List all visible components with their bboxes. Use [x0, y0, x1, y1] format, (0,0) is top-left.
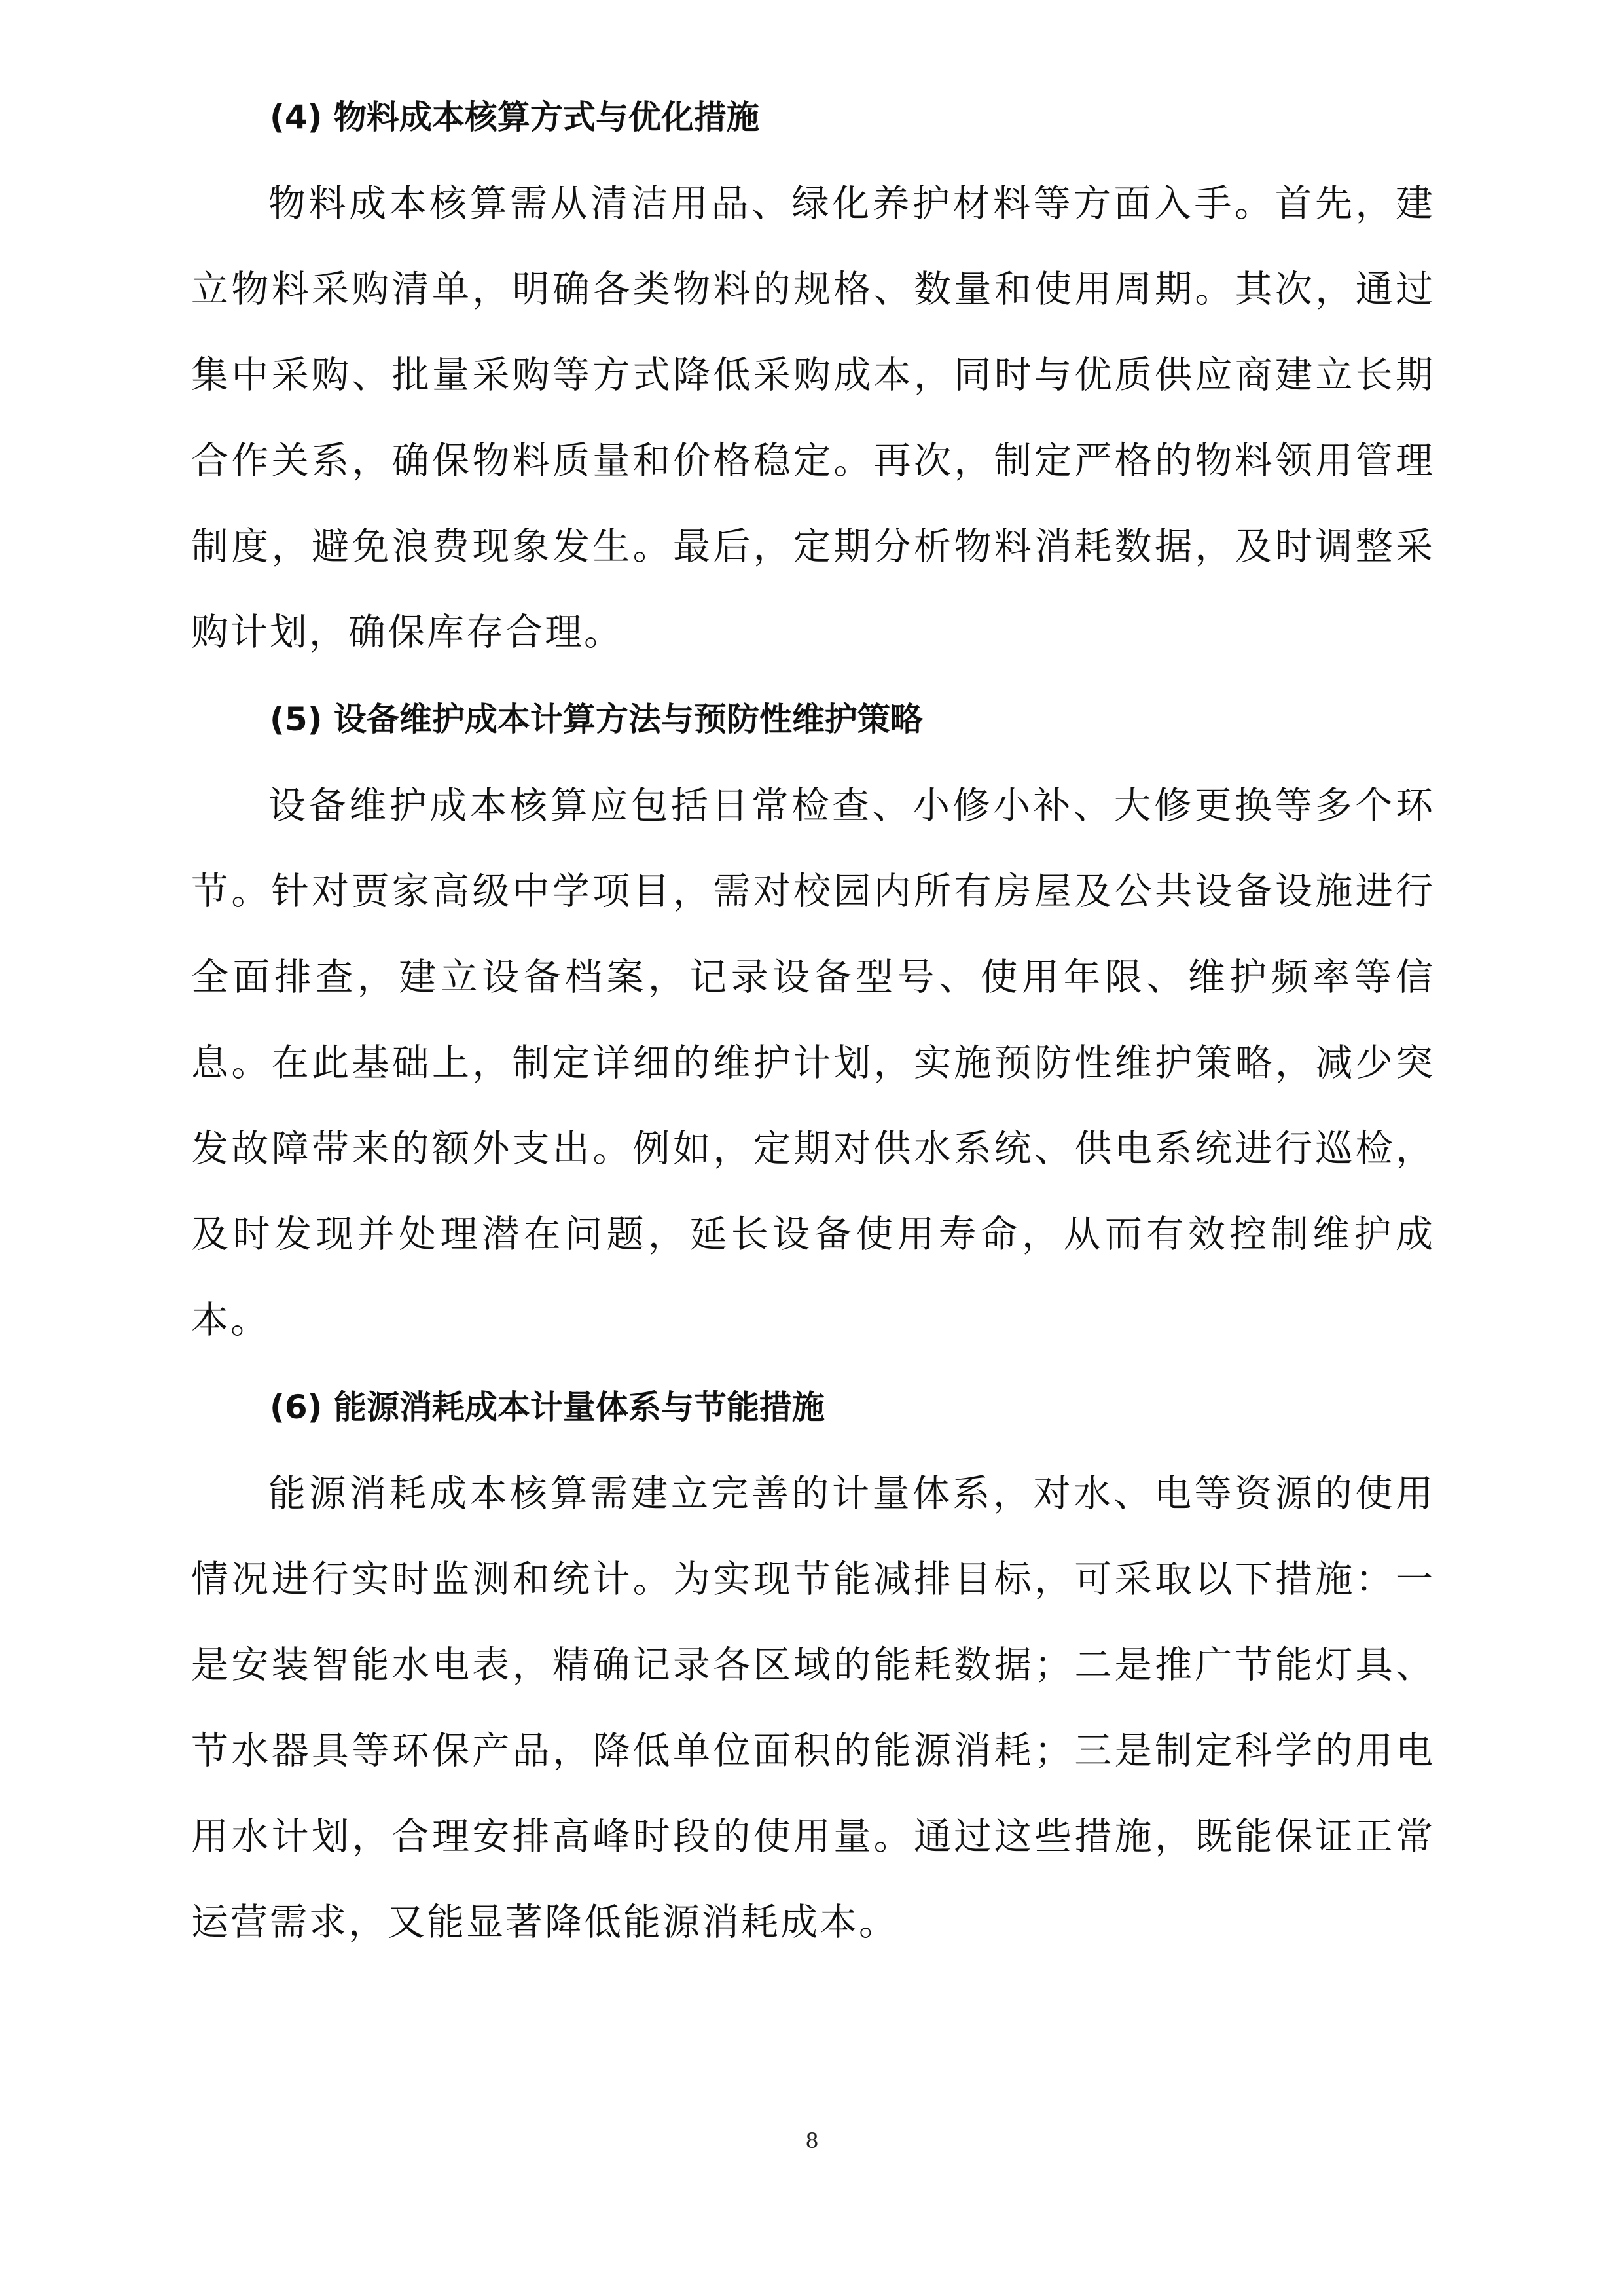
section-6-body: 能源消耗成本核算需建立完善的计量体系，对水、电等资源的使用情况进行实时监测和统计。为实现节能减排目标，可采取以下措施：一是安装智能水电表，精确记录各区域的能耗数据；二是推广节能灯具、节水器具等环保产品，降低单位面积的能源消耗；三是制定科学的用电用水计划，合理安排高峰时段的使用量。通过这些措施，既能保证正常运营需求，又能显著降低能源消耗成本。	[191, 1472, 1435, 1944]
page-content	[191, 73, 1435, 1965]
section-5-heading: (5) 设备维护成本计算方法与预防性维护策略	[270, 700, 923, 738]
section-4-heading: (4) 物料成本核算方式与优化措施	[270, 98, 759, 136]
page-number: 8	[805, 2128, 819, 2153]
section-5-body: 设备维护成本核算应包括日常检查、小修小补、大修更换等多个环节。针对贾家高级中学项目，需对校园内所有房屋及公共设备设施进行全面排查，建立设备档案，记录设备型号、使用年限、维护频率等信息。在此基础上，制定详细的维护计划，实施预防性维护策略，减少突发故障带来的额外支出。例如，定期对供水系统、供电系统进行巡检，及时发现并处理潜在问题，延长设备使用寿命，从而有效控制维护成本。	[191, 784, 1435, 1342]
section-4-body: 物料成本核算需从清洁用品、绿化养护材料等方面入手。首先，建立物料采购清单，明确各类物料的规格、数量和使用周期。其次，通过集中采购、批量采购等方式降低采购成本，同时与优质供应商建立长期合作关系，确保物料质量和价格稳定。再次，制定严格的物料领用管理制度，避免浪费现象发生。最后，定期分析物料消耗数据，及时调整采购计划，确保库存合理。	[191, 182, 1435, 654]
section-6-heading: (6) 能源消耗成本计量体系与节能措施	[270, 1388, 825, 1426]
